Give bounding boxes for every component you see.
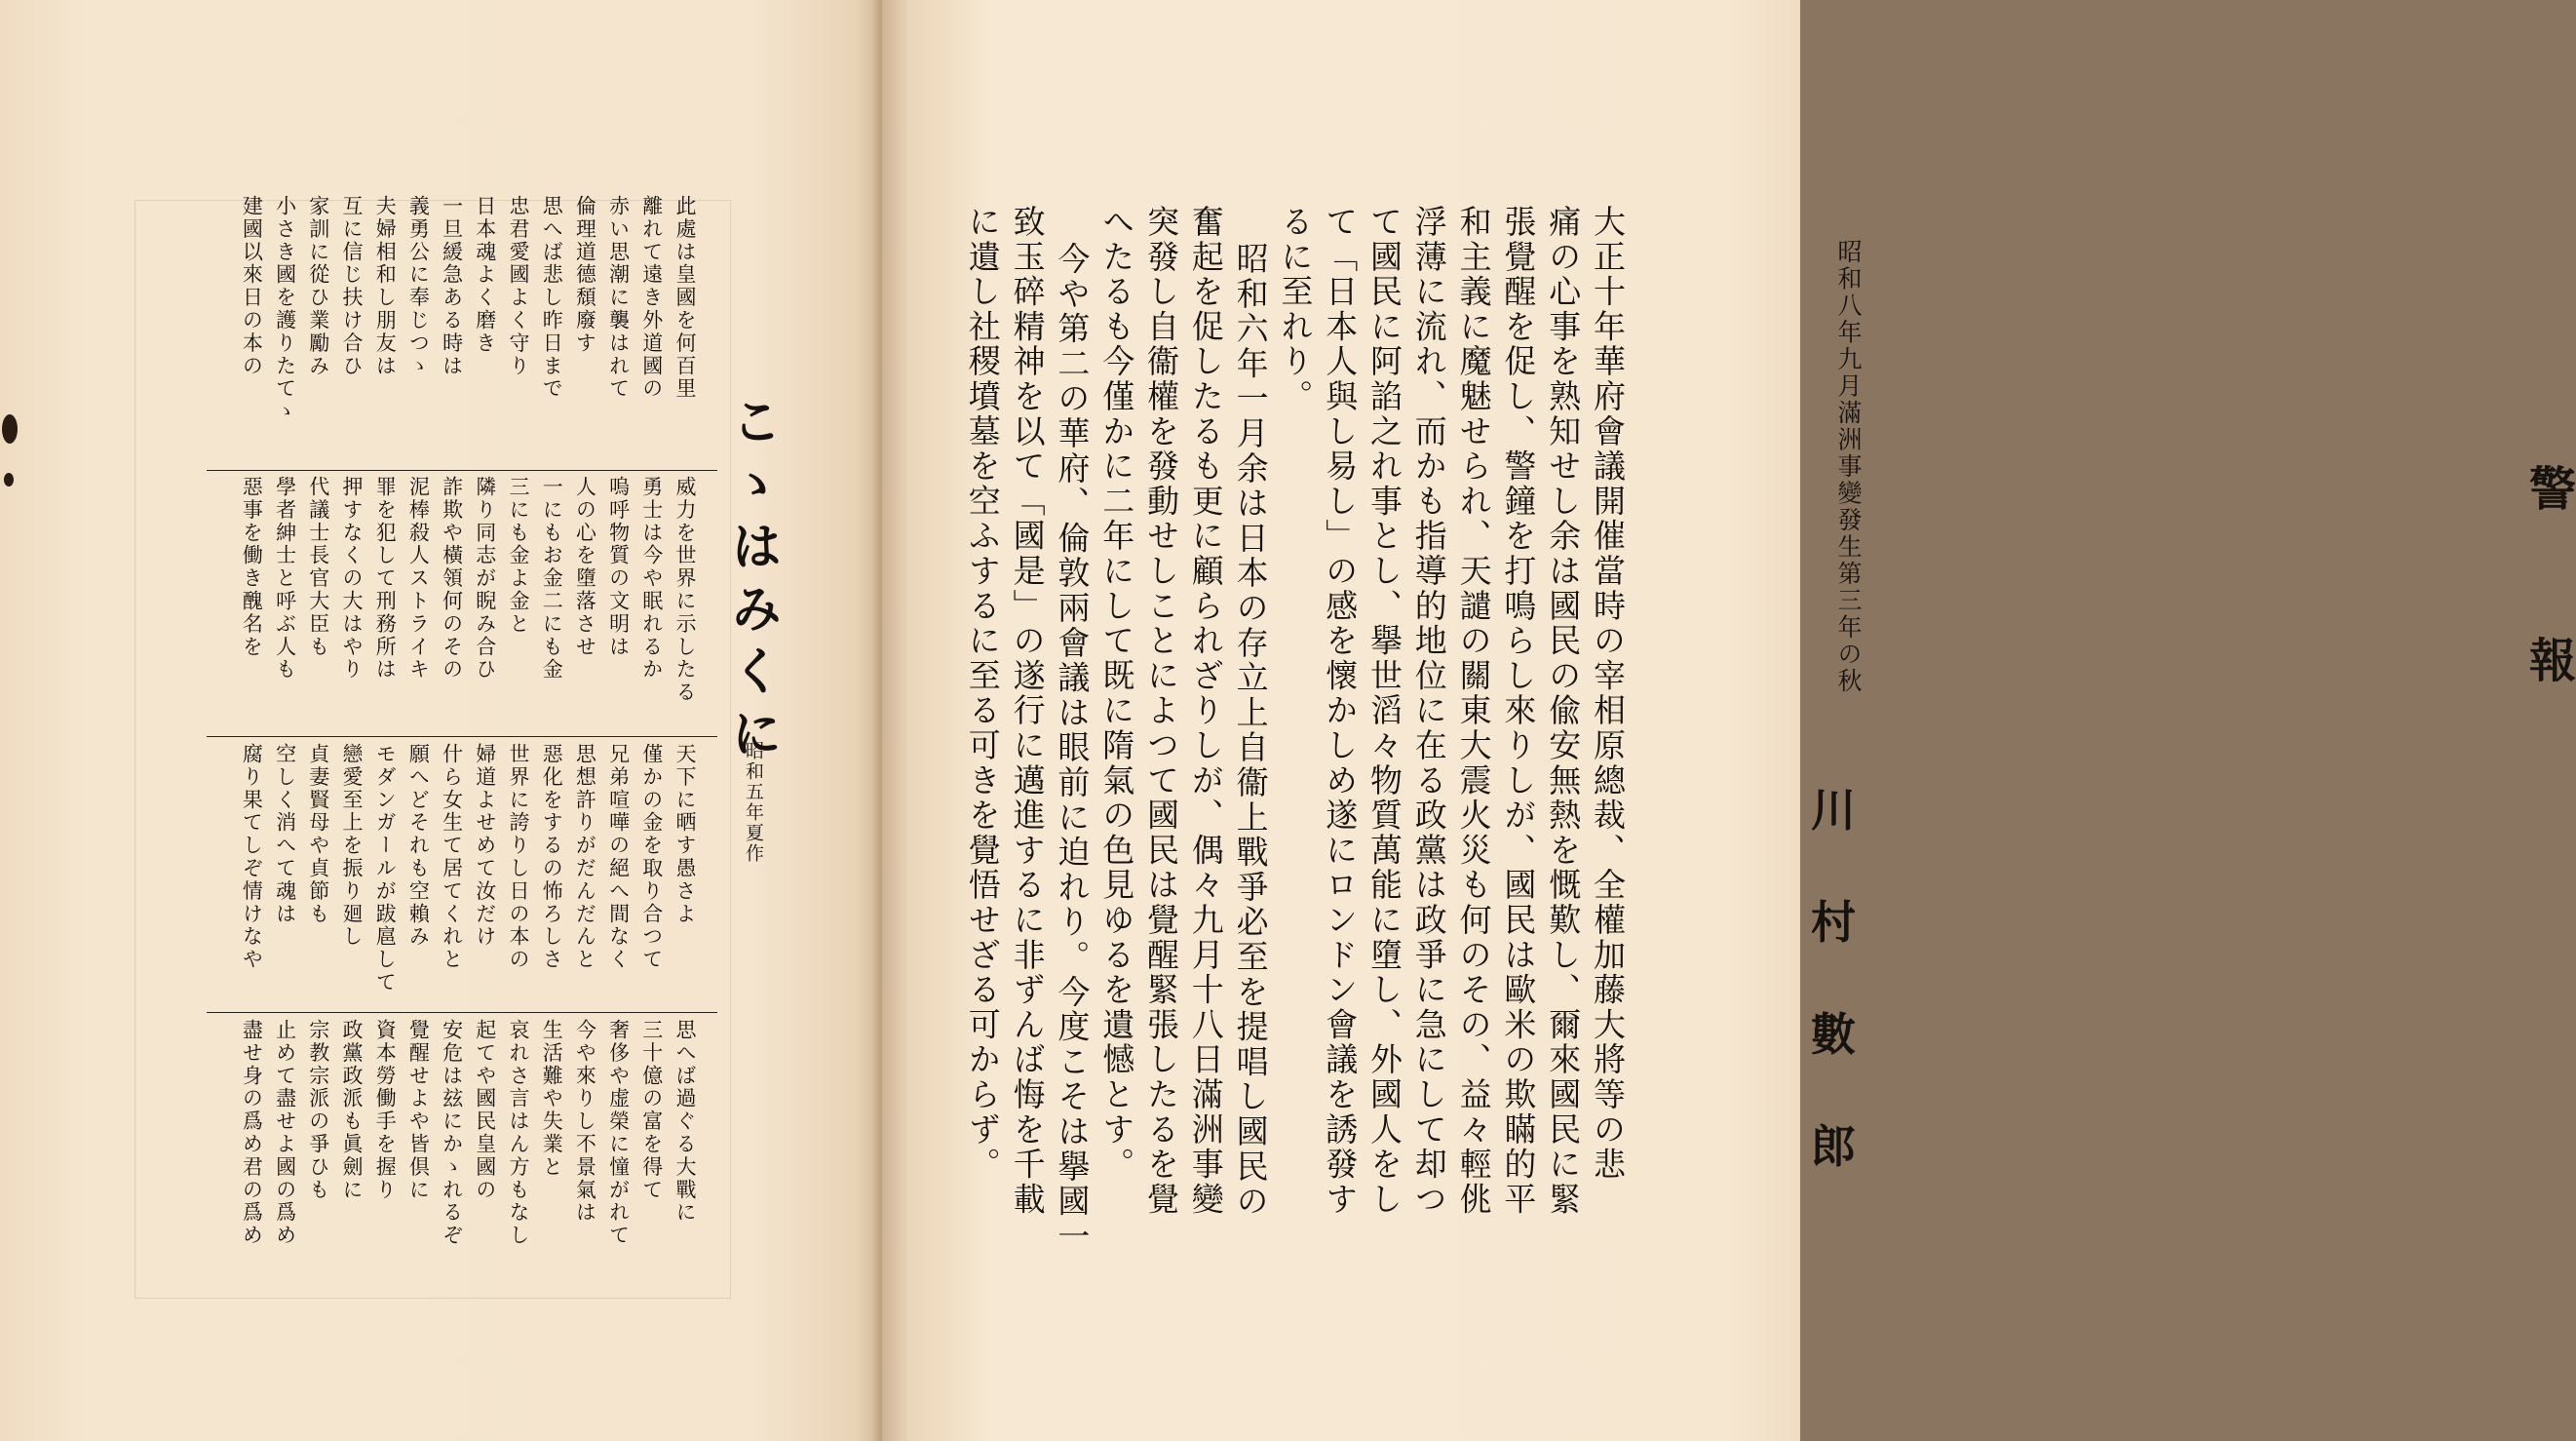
- essay-column: 昭和六年一月余は日本の存立上自衞上戰爭必至を提唱し國民の: [1231, 242, 1270, 1220]
- poem-line: 威力を世界に示したる: [673, 476, 697, 704]
- essay-column: るに至れり。: [1276, 205, 1315, 414]
- poem-line: 倫理道德頹廢す: [573, 195, 597, 355]
- essay-column: 奮起を促したるも更に顧られざりしが、偶々九月十八日滿洲事變: [1186, 205, 1225, 1218]
- poem-line: 兄弟喧嘩の絕へ間なく: [606, 743, 631, 971]
- poem-line: 三にも金よ金と: [507, 476, 530, 636]
- poem-line: 惡化をするの怖ろしさ: [540, 743, 564, 971]
- poem-line: 代議士長官大臣も: [306, 476, 330, 659]
- poem-line: 泥棒殺人ストライキ: [406, 476, 431, 682]
- right-page: [882, 0, 2576, 1441]
- poem-line: 宗教宗派の爭ひも: [306, 1019, 330, 1202]
- poem-line: 政黨政派も眞劍に: [340, 1019, 364, 1202]
- ink-stain: [4, 473, 14, 487]
- poem-line: 覺醒せよや皆倶に: [406, 1019, 431, 1202]
- poem-line: 盡せ身の爲め君の爲め: [240, 1019, 264, 1247]
- poem-line: 家訓に從ひ業勵み: [306, 195, 330, 378]
- poem-date: 昭和五年夏作: [743, 741, 764, 864]
- poem-line: 哀れさ言はん方もなし: [507, 1019, 530, 1247]
- poem-line: 離れて遠き外道國の: [639, 195, 664, 401]
- essay-column: 和主義に魔魅せられ、天譴の關東大震火災も何のその、益々輕佻: [1454, 205, 1493, 1218]
- poem-line: 止めて盡せよ國の爲め: [273, 1019, 297, 1247]
- left-page: [0, 0, 882, 1441]
- poem-line: 腐り果てしぞ情けなや: [240, 743, 264, 971]
- essay-column: 大正十年華府會議開催當時の宰相原總裁、全權加藤大將等の悲: [1589, 205, 1627, 1183]
- poem-line: 戀愛至上を振り廻し: [340, 743, 364, 949]
- author-char: 川: [1811, 784, 1856, 837]
- author-char: 村: [1811, 896, 1856, 949]
- poem-line: 押すなくの大はやり: [340, 476, 364, 682]
- poem-line: 生活難や失業と: [540, 1019, 564, 1179]
- poem-line: 罪を犯して刑務所は: [373, 476, 398, 682]
- poem-line: 起てや國民皇國の: [473, 1019, 497, 1202]
- essay-title-char: 警: [2529, 462, 2576, 517]
- essay-column: 突發し自衞權を發動せしことによつて國民は覺醒緊張したるを覺: [1142, 205, 1180, 1218]
- essay-column: 今や第二の華府、倫敦兩會議は眼前に迫れり。今度こそは擧國一: [1053, 242, 1092, 1255]
- poem-line: 資本勞働手を握り: [373, 1019, 398, 1202]
- essay-column: 張覺醒を促し、警鐘を打鳴らし來りしが、國民は歐米の欺瞞的平: [1499, 205, 1538, 1218]
- essay-column: 浮薄に流れ、而かも指導的地位に在る政黨は政爭に急にして却つ: [1409, 205, 1448, 1218]
- author-char: 數: [1811, 1008, 1856, 1061]
- poem-line: 互に信じ扶け合ひ: [340, 195, 364, 378]
- poem-line: モダンガールが跋扈して: [373, 743, 398, 994]
- poem-line: 此處は皇國を何百里: [673, 195, 697, 401]
- poem-line: 惡事を働き醜名を: [240, 476, 264, 659]
- poem-line: 勇士は今や眠れるか: [639, 476, 664, 682]
- poem-line: 義勇公に奉じつゝ: [406, 195, 431, 378]
- poem-line: 僅かの金を取り合つて: [639, 743, 664, 971]
- poem-line: 夫婦相和し朋友は: [373, 195, 398, 378]
- essay-column: 痛の心事を熟知せし余は國民の偸安無熱を慨歎し、爾來國民に緊: [1544, 205, 1583, 1218]
- poem-line: 安危は玆にかゝれるぞ: [440, 1019, 464, 1247]
- ink-stain: [2, 414, 18, 444]
- poem-title: こゝはみくに: [722, 395, 782, 769]
- poem-line: 什ら女生て居てくれと: [440, 743, 464, 971]
- poem-line: 人の心を墮落させ: [573, 476, 597, 659]
- stanza-divider: [207, 736, 717, 737]
- poem-line: 建國以來日の本の: [240, 195, 264, 378]
- stanza-divider: [207, 1012, 717, 1013]
- essay-column: て國民に阿諂之れ事とし、擧世滔々物質萬能に墮し、外國人をし: [1365, 205, 1403, 1218]
- poem-line: 空しく消へて魂は: [273, 743, 297, 926]
- poem-line: 小さき國を護りたてゝ: [273, 195, 297, 423]
- poem-line: 貞妻賢母や貞節も: [306, 743, 330, 926]
- poem-line: 思へば過ぐる大戰に: [673, 1019, 697, 1225]
- poem-line: 赤い思潮に襲はれて: [606, 195, 631, 401]
- author-name: [1811, 775, 1856, 1224]
- author-char: 郎: [1811, 1120, 1856, 1173]
- essay-title-char: 報: [2529, 634, 2576, 688]
- poem-line: 奢侈や虚榮に憧がれて: [606, 1019, 631, 1247]
- essay-date: 昭和八年九月滿洲事變發生第三年の秋: [1834, 239, 1863, 695]
- poem-line: 願へどそれも空賴み: [406, 743, 431, 949]
- poem-line: 學者紳士と呼ぶ人も: [273, 476, 297, 682]
- poem-line: 隣り同志が睨み合ひ: [473, 476, 497, 682]
- poem-line: 思へば悲し昨日まで: [540, 195, 564, 401]
- poem-line: 忠君愛國よく守り: [507, 195, 530, 378]
- essay-title: [2529, 462, 2576, 688]
- poem-line: 天下に晒す愚さよ: [673, 743, 697, 926]
- poem-line: 嗚呼物質の文明は: [606, 476, 631, 659]
- essay-column: に遺し社稷墳墓を空ふするに至る可きを覺悟せざる可からず。: [963, 205, 1002, 1183]
- poem-line: 詐欺や橫領何のその: [440, 476, 464, 682]
- essay-column: 致玉碎精神を以て「國是」の遂行に邁進するに非ずんば悔を千載: [1008, 205, 1047, 1218]
- poem-line: 思想許りがだんだんと: [573, 743, 597, 971]
- poem-line: 三十億の富を得て: [639, 1019, 664, 1202]
- poem-line: 世界に誇りし日の本の: [507, 743, 530, 971]
- poem-line: 一にもお金二にも金: [540, 476, 564, 682]
- stanza-divider: [207, 470, 717, 471]
- essay-column: へたるも今僅かに二年にして既に隋氣の色見ゆるを遺憾とす。: [1097, 205, 1136, 1183]
- poem-line: 婦道よせめて汝だけ: [473, 743, 497, 949]
- poem-line: 今や來りし不景氣は: [573, 1019, 597, 1225]
- poem-line: 一旦緩急ある時は: [440, 195, 464, 378]
- essay-column: て「日本人與し易し」の感を懷かしめ遂にロンドン會議を誘發す: [1321, 205, 1360, 1218]
- poem-line: 日本魂よく磨き: [473, 195, 497, 355]
